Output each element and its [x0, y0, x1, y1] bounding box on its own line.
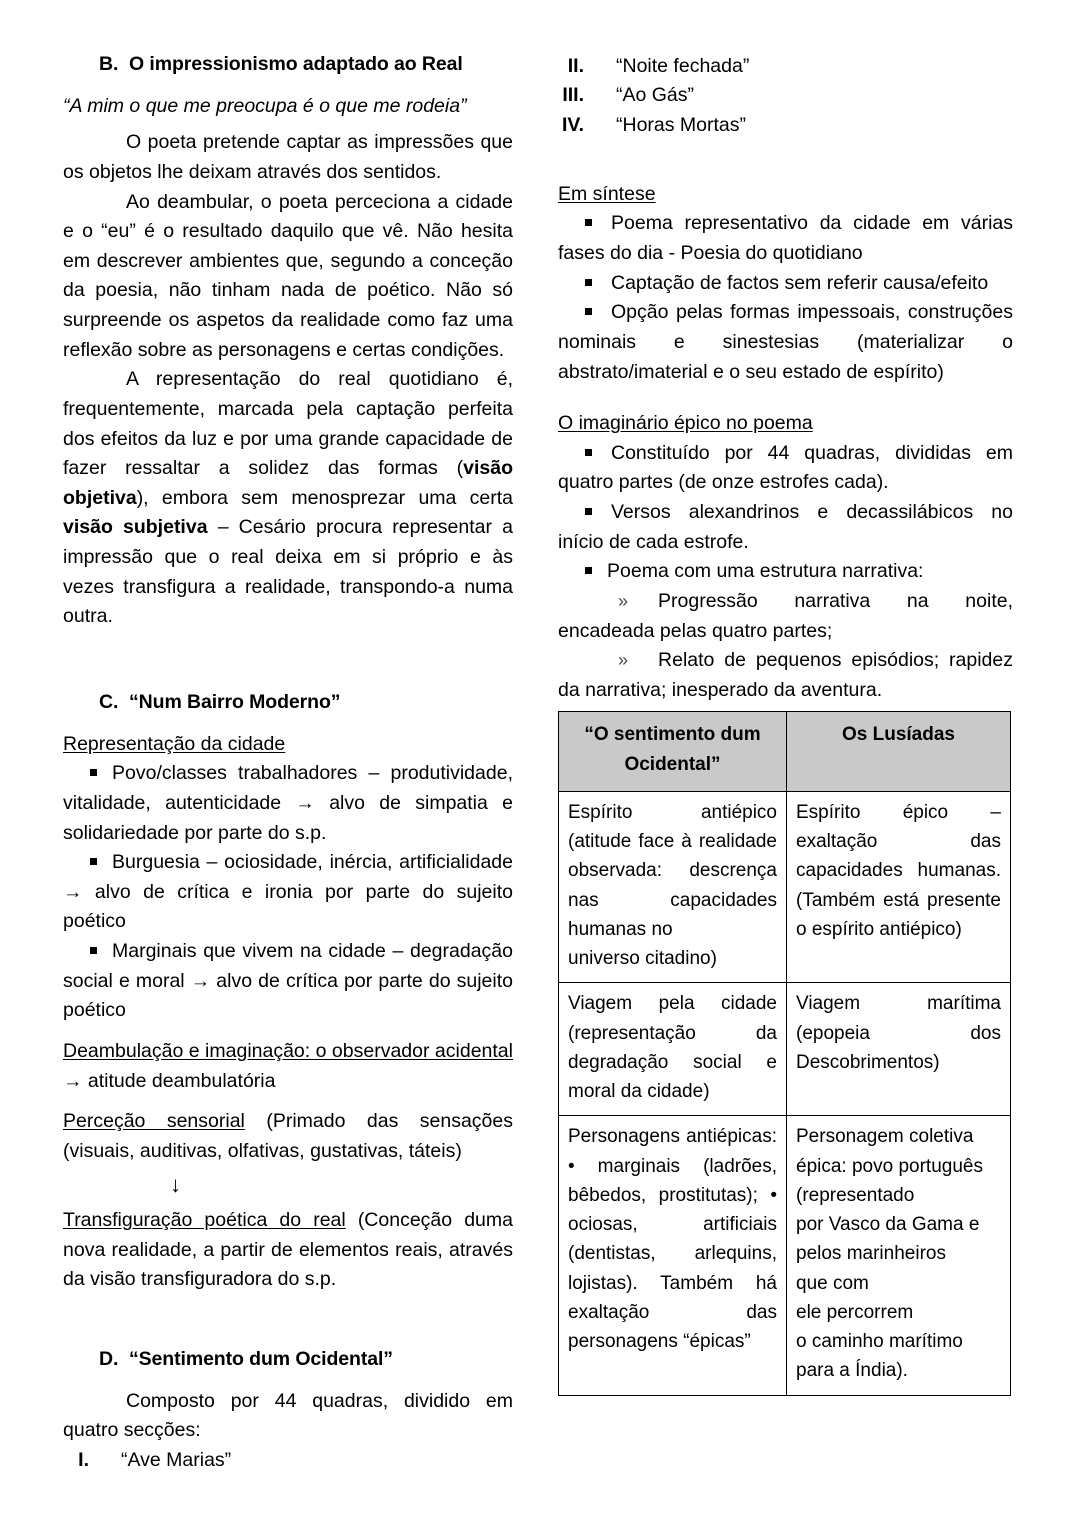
spacer: [63, 1096, 513, 1107]
guillemet-bullet-icon: »: [618, 650, 629, 671]
table-header: [559, 712, 1011, 792]
table-body: [559, 791, 1011, 1395]
list-item: [63, 759, 513, 848]
square-bullet-icon: [90, 858, 97, 865]
list-item: [63, 937, 513, 1026]
table-header-cell-ocidental: “O sentimento dum Ocidental”: [559, 712, 787, 792]
para3-part3: – Cesário procura representar a impressão que o real deixa em si próprio e às vezes transfigura a realidade, transpondo-a numa outra.: [63, 516, 513, 628]
guillemet-bullet-icon: »: [618, 590, 629, 611]
square-bullet-icon: [585, 449, 592, 456]
sub-bullet-text: Relato de pequenos episódios; rapidez da narrativa; inesperado da aventura.: [558, 649, 1013, 701]
list-item: [63, 848, 513, 937]
table-cell-personagem-coletiva: [787, 1116, 1011, 1395]
roman-numeral: IV.: [561, 113, 584, 136]
list-item: [558, 557, 1013, 587]
comparison-table: [558, 711, 1011, 1395]
list-item: [63, 1446, 513, 1475]
roman-item-label: “Horas Mortas”: [616, 113, 747, 136]
section-b-marker: B.: [99, 53, 119, 75]
section-d-roman-list: [63, 1446, 513, 1475]
square-bullet-icon: [585, 567, 592, 574]
section-c-marker: C.: [99, 690, 119, 713]
sub-bullet-text: Progressão narrativa na noite, encadeada pelas quatro partes;: [558, 589, 1013, 642]
percecao-underlined-text: Perceção sensorial: [63, 1110, 245, 1133]
section-b-heading: [63, 52, 513, 78]
square-bullet-icon: [585, 508, 592, 515]
square-bullet-icon: [90, 769, 97, 776]
section-d-marker: D.: [99, 1348, 119, 1371]
list-item: [558, 269, 1013, 299]
cell-line: que com: [796, 1272, 869, 1294]
cell-text-main: Espírito antiépico (atitude face à realidade observada: descrença nas capacidades humanas no: [568, 801, 777, 940]
deambulacao-underlined-text: Deambulação e imaginação: o observador acidental: [63, 1039, 513, 1062]
list-item: [558, 81, 1013, 110]
bullet-text: Marginais que vivem na cidade – degradação social e moral → alvo de crítica por parte do sujeito poético: [63, 940, 513, 1022]
spacer: [63, 632, 513, 690]
roman-numeral: III.: [562, 84, 584, 107]
section-b-paragraph-1: O poeta pretende captar as impressões que os objetos lhe deixam através dos sentidos.: [63, 131, 513, 183]
section-d-title: “Sentimento dum Ocidental”: [129, 1348, 393, 1371]
bullet-text: Versos alexandrinos e decassilábicos no início de cada estrofe.: [558, 501, 1013, 553]
list-item: [558, 298, 1013, 387]
roman-list-continued: [558, 52, 1013, 140]
cell-line: (representado: [796, 1184, 915, 1206]
section-c-subheading-deambulacao: [63, 1037, 513, 1096]
list-item: [558, 52, 1013, 81]
bullet-text: Poema com uma estrutura narrativa:: [607, 560, 924, 583]
spacer: [63, 1295, 513, 1347]
section-b-paragraph-3: [63, 365, 513, 632]
spacer: [558, 387, 1013, 409]
section-c-subheading-transfiguracao: [63, 1206, 513, 1295]
bullet-text: Poema representativo da cidade em várias fases do dia - Poesia do quotidiano: [558, 212, 1013, 264]
para3-part2: ), embora sem menosprezar uma certa: [136, 486, 513, 509]
cell-line: por Vasco da Gama e: [796, 1214, 980, 1236]
roman-item-label: “Ao Gás”: [616, 84, 695, 107]
cell-line: para a Índia).: [796, 1360, 908, 1382]
para3-part1: A representação do real quotidiano é, frequentemente, marcada pela captação perfeita dos efeitos da luz e por uma grande capacidade de fazer ressaltar a solidez das formas (: [63, 368, 513, 480]
cell-text-extra: universo citadino): [568, 948, 717, 970]
table-row: [559, 791, 1011, 983]
bullet-text: Constituído por 44 quadras, divididas em quatro partes (de onze estrofes cada).: [558, 441, 1013, 494]
section-b-title: O impressionismo adaptado ao Real: [129, 53, 463, 75]
right-column: [558, 52, 1013, 1396]
cell-line: o caminho marítimo: [796, 1331, 963, 1353]
table-row: [559, 1116, 1011, 1395]
bullet-text: Captação de factos sem referir causa/efeito: [611, 271, 989, 294]
roman-numeral: II.: [567, 55, 584, 77]
square-bullet-icon: [585, 219, 592, 226]
bullet-text: Povo/classes trabalhadores – produtividade, vitalidade, autenticidade → alvo de simpatia e solidariedade por parte do s.p.: [63, 762, 513, 844]
spacer: [558, 140, 1013, 180]
table-cell-espirito-antiepico: [559, 791, 787, 983]
table-cell-personagens-antiepicas: Personagens antiépicas: • marginais (ladrões, bêbedos, prostitutas); • ociosas, artificiais (dentistas, arlequins, lojistas). Também há exaltação das personagens “épicas”: [559, 1116, 787, 1395]
table-cell-viagem-cidade: Viagem pela cidade (representação da degradação social e moral da cidade): [559, 983, 787, 1116]
bullet-text: Burguesia – ociosidade, inércia, artificialidade → alvo de crítica e ironia por parte do sujeito poético: [63, 851, 513, 933]
em-sintese-heading: Em síntese: [558, 182, 656, 205]
section-b-epigraph: “A mim o que me preocupa é o que me rodeia”: [63, 94, 467, 117]
para3-bold-visao-objetiva: visão objetiva: [63, 457, 513, 509]
cell-line: pelos marinheiros: [796, 1243, 946, 1265]
bullet-text: Opção pelas formas impessoais, construções nominais e sinestesias (materializar o abstrato/imaterial e o seu estado de espírito): [558, 301, 1013, 383]
cell-line: ele percorrem: [796, 1301, 914, 1323]
square-bullet-icon: [585, 308, 592, 315]
square-bullet-icon: [585, 279, 592, 286]
roman-numeral: I.: [78, 1449, 89, 1472]
list-item: [558, 439, 1013, 498]
left-column: [63, 52, 513, 1475]
para3-bold-visao-subjetiva: visão subjetiva: [63, 516, 208, 539]
section-d-heading: [63, 1347, 513, 1373]
list-item: [558, 111, 1013, 140]
cell-line: épica: povo português: [796, 1155, 983, 1177]
cell-line: Personagem coletiva: [796, 1126, 974, 1148]
percecao-rest-text: (Primado das sensações (visuais, auditivas, olfativas, gustativas, táteis): [63, 1110, 513, 1162]
transfiguracao-underlined-text: Transfiguração poética do real: [63, 1209, 346, 1232]
list-item: [558, 209, 1013, 268]
section-c-heading: [63, 690, 513, 716]
table-header-cell-lusiadas: Os Lusíadas: [787, 712, 1011, 792]
table-cell-viagem-maritima: Viagem marítima (epopeia dos Descobrimentos): [787, 983, 1011, 1116]
spacer: [63, 1026, 513, 1037]
table-row: [559, 983, 1011, 1116]
roman-item-label: “Noite fechada”: [616, 55, 750, 77]
section-c-title: “Num Bairro Moderno”: [129, 690, 341, 713]
section-c-subheading-percecao: [63, 1107, 513, 1166]
imaginario-epico-heading: O imaginário épico no poema: [558, 412, 813, 435]
square-bullet-icon: [90, 947, 97, 954]
deambulacao-rest-text: → atitude deambulatória: [63, 1069, 276, 1092]
roman-item-label: “Ave Marias”: [121, 1449, 232, 1472]
down-arrow-icon: ↓: [170, 1172, 181, 1198]
section-c-subheading-representacao: Representação da cidade: [63, 732, 286, 755]
sub-list-item: [558, 587, 1013, 646]
table-header-row: [559, 712, 1011, 792]
section-d-intro: Composto por 44 quadras, dividido em quatro secções:: [63, 1389, 513, 1442]
sub-list-item: [558, 646, 1013, 705]
table-cell-espirito-epico: Espírito épico – exaltação das capacidades humanas. (Também está presente o espírito antiépico): [787, 791, 1011, 983]
list-item: [558, 498, 1013, 557]
two-column-layout: [63, 52, 1020, 1475]
section-b-paragraph-2: Ao deambular, o poeta perceciona a cidade e o “eu” é o resultado daquilo que vê. Não hesita em descrever ambientes que, segundo a conceção da poesia, não tinham nada de poético. Não só surpreende os aspetos da realidade como faz uma reflexão sobre as personagens e certas condições.: [63, 190, 513, 361]
transfiguracao-rest-text: (Conceção duma nova realidade, a partir de elementos reais, através da visão transfiguradora do s.p.: [63, 1209, 513, 1291]
